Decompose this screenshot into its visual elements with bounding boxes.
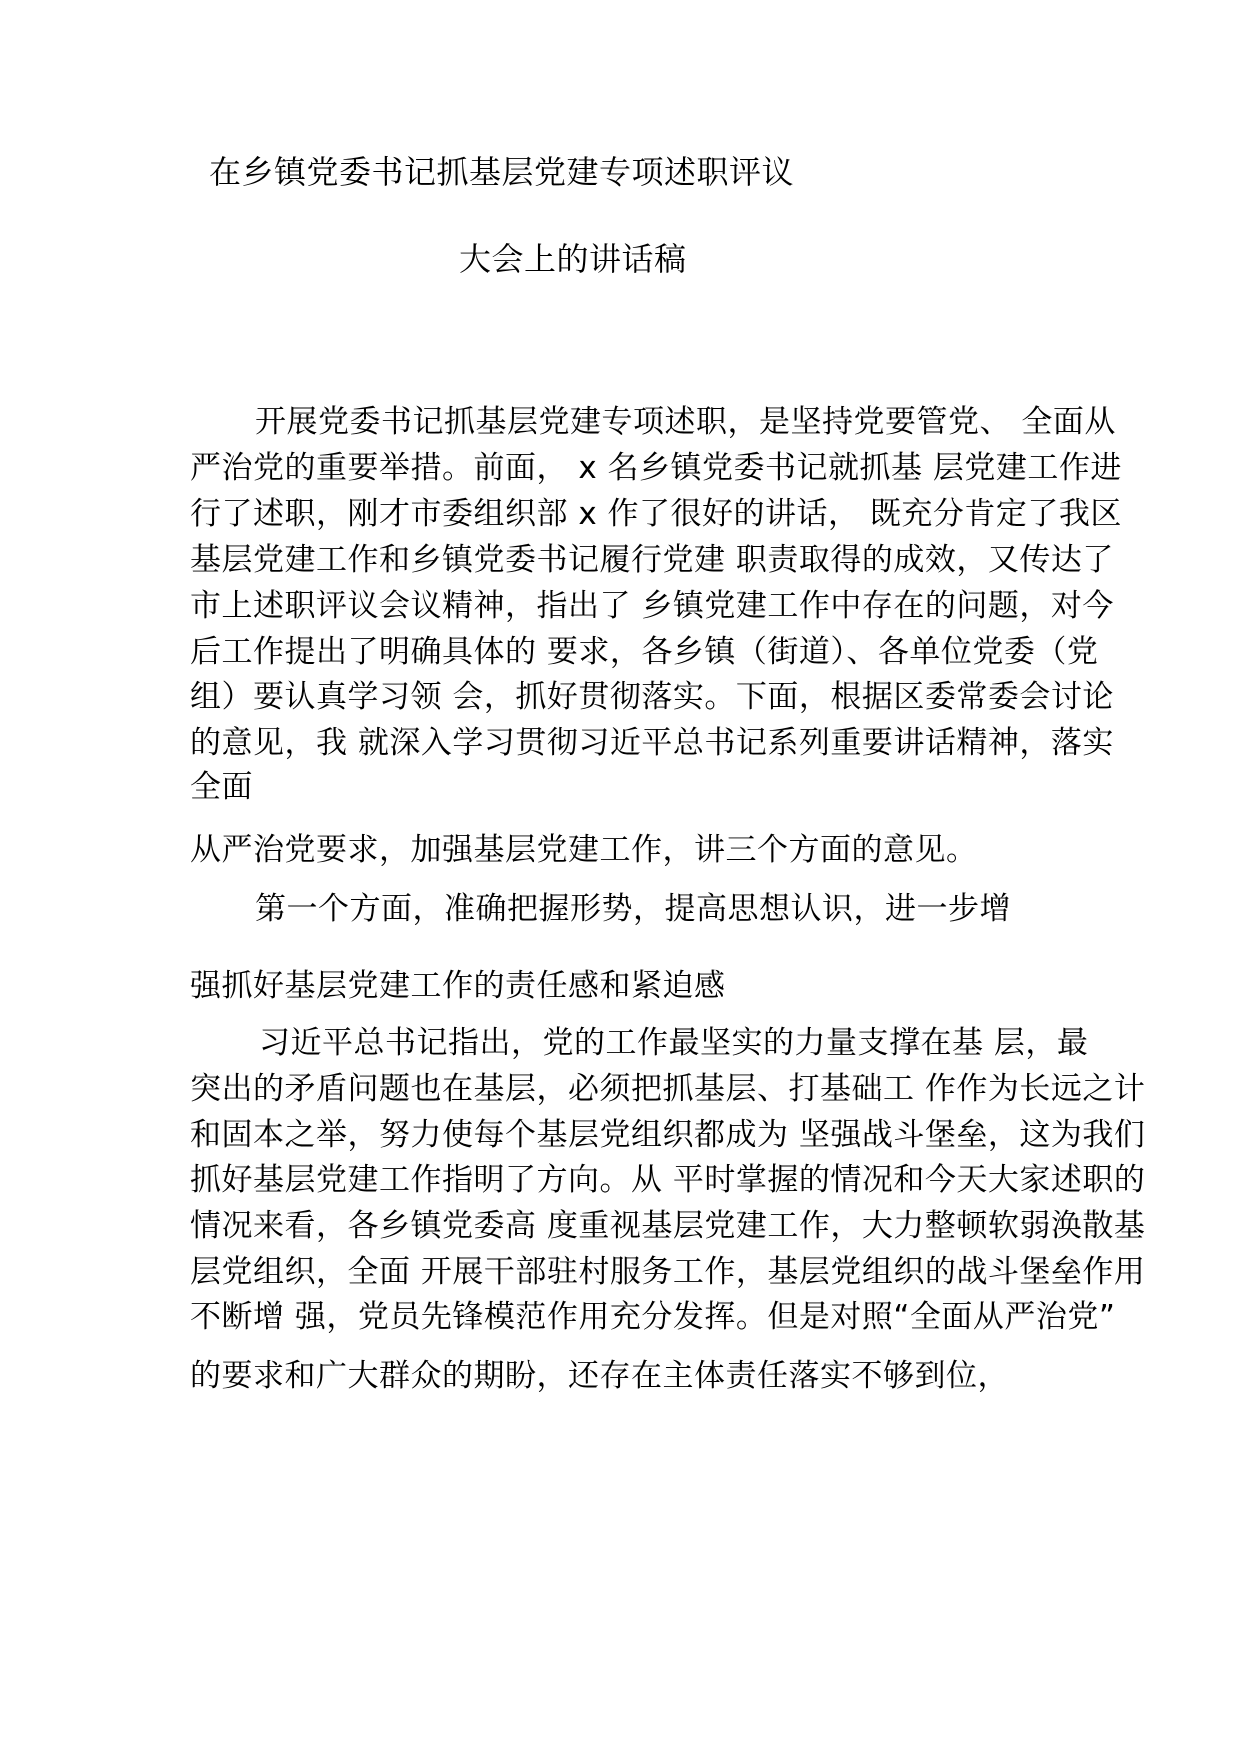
body-line: 行了述职，刚才市委组织部 x 作了很好的讲话， 既充分肯定了我区: [190, 496, 1122, 532]
document-title-line-1: 在乡镇党委书记抓基层党建专项述职评议: [209, 153, 795, 191]
section-heading-line: 强抓好基层党建工作的责任感和紧迫感: [190, 968, 726, 1004]
document-title-line-2: 大会上的讲话稿: [459, 240, 687, 278]
body-line: 和固本之举，努力使每个基层党组织都成为 坚强战斗堡垒，这为我们: [190, 1117, 1146, 1153]
section-heading-line: 第一个方面，准确把握形势，提高思想认识，进一步增: [255, 891, 1011, 927]
body-line: 的要求和广大群众的期盼，还存在主体责任落实不够到位，: [190, 1358, 1009, 1394]
body-line: 基层党建工作和乡镇党委书记履行党建 职责取得的成效，又传达了: [190, 542, 1114, 578]
body-line: 的意见，我 就深入学习贯彻习近平总书记系列重要讲话精神，落实: [190, 725, 1114, 761]
body-line: 严治党的重要举措。前面， x 名乡镇党委书记就抓基 层党建工作进: [190, 450, 1122, 486]
body-line: 市上述职评议会议精神，指出了 乡镇党建工作中存在的问题，对今: [190, 588, 1114, 624]
body-line: 组）要认真学习领 会，抓好贯彻落实。下面，根据区委常委会讨论: [190, 679, 1114, 715]
body-line: 不断增 强，党员先锋模范作用充分发挥。但是对照“全面从严治党”: [190, 1299, 1116, 1335]
body-line: 抓好基层党建工作指明了方向。从 平时掌握的情况和今天大家述职的: [190, 1162, 1146, 1198]
body-line: 情况来看，各乡镇党委高 度重视基层党建工作，大力整顿软弱涣散基: [190, 1208, 1146, 1244]
body-line: 后工作提出了明确具体的 要求，各乡镇（街道）、各单位党委（党: [190, 634, 1099, 670]
body-line: 开展党委书记抓基层党建专项述职，是坚持党要管党、 全面从: [255, 404, 1116, 440]
body-line: 突出的矛盾问题也在基层，必须把抓基层、打基础工 作作为长远之计: [190, 1071, 1146, 1107]
body-line: 全面: [190, 769, 253, 805]
body-line: 从严治党要求，加强基层党建工作，讲三个方面的意见。: [190, 832, 978, 868]
body-line: 习近平总书记指出，党的工作最坚实的力量支撑在基 层，最: [259, 1025, 1089, 1061]
body-line: 层党组织，全面 开展干部驻村服务工作，基层党组织的战斗堡垒作用: [190, 1254, 1146, 1290]
